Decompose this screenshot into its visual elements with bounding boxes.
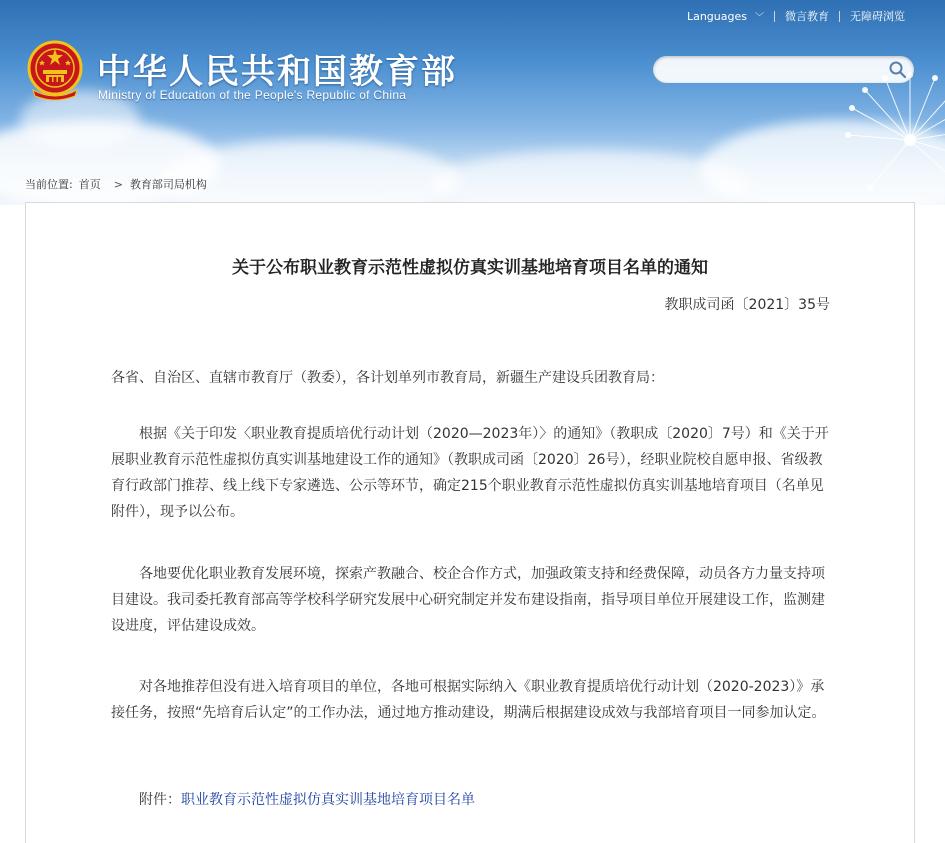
paragraph: 对各地推荐但没有进入培育项目的单位，各地可根据实际纳入《职业教育提质培优行动计划（2020-2023）》承接任务，按照“先培育后认定”的工作办法，通过地方推动建设，期满后根据建设成效与我部培育项目一同参加认定。 bbox=[111, 679, 826, 721]
breadcrumb-label: 当前位置: bbox=[25, 178, 73, 191]
top-links bbox=[677, 8, 915, 24]
languages-link[interactable] bbox=[677, 10, 774, 23]
article-title: 关于公布职业教育示范性虚拟仿真实训基地培育项目名单的通知 bbox=[232, 258, 708, 278]
document-number: 教职成司函〔2021〕35号 bbox=[664, 297, 830, 313]
site-subtitle: Ministry of Education of the People's Republic of China bbox=[98, 88, 407, 102]
languages-label: Languages bbox=[686, 9, 747, 23]
search-icon[interactable] bbox=[888, 60, 907, 79]
salutation: 各省、自治区、直辖市教育厅（教委），各计划单列市教育局，新疆生产建设兵团教育局： bbox=[111, 370, 664, 386]
search-box bbox=[653, 56, 914, 83]
breadcrumb-section[interactable]: 教育部司局机构 bbox=[129, 178, 207, 191]
dandelion-icon bbox=[840, 70, 945, 205]
header-banner bbox=[0, 0, 945, 205]
site-title[interactable]: 中华人民共和国教育部 bbox=[97, 52, 457, 92]
breadcrumb-home[interactable]: 首页 bbox=[78, 178, 101, 191]
paragraph: 根据《关于印发〈职业教育提质培优行动计划（2020—2023年）〉的通知》（教职成〔2020〕7号）和《关于开展职业教育示范性虚拟仿真实训基地建设工作的通知》（教职成司函〔2020〕26号），经职业院校自愿申报、省级教育行政部门推荐、线上线下专家遴选、公示等环节，确定215个职业教育示范性虚拟仿真实训基地培育项目（名单见附件），现予以公布。 bbox=[111, 426, 829, 520]
accessibility-link[interactable]: 无障碍浏览 bbox=[850, 10, 905, 23]
chevron-right-icon: > bbox=[113, 178, 123, 191]
attachment-link[interactable]: 职业教育示范性虚拟仿真实训基地培育项目名单 bbox=[181, 792, 475, 808]
national-emblem-icon[interactable] bbox=[25, 40, 85, 102]
article-panel bbox=[25, 202, 915, 843]
search-input[interactable] bbox=[665, 60, 879, 81]
chevron-down-icon: ﹀ bbox=[754, 12, 764, 23]
paragraph: 各地要优化职业教育发展环境，探索产教融合、校企合作方式，加强政策支持和经费保障，动员各方力量支持项目建设。我司委托教育部高等学校科学研究发展中心研究制定并发布建设指南，指导项目单位开展建设工作，监测建设进度，评估建设成效。 bbox=[111, 566, 825, 634]
breadcrumb bbox=[25, 176, 213, 192]
weiyan-link[interactable]: 微言教育 bbox=[785, 10, 829, 23]
attachment bbox=[111, 787, 831, 813]
attachment-label: 附件： bbox=[139, 792, 181, 808]
